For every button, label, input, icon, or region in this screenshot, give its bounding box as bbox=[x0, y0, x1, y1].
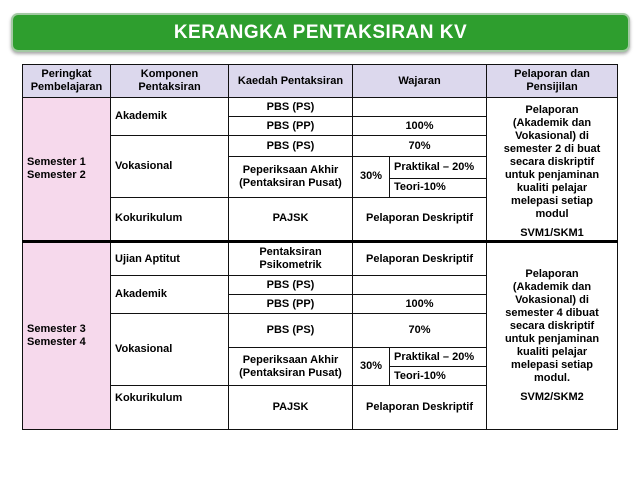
title-banner bbox=[11, 13, 630, 52]
report-semester-2: Pelaporan (Akademik dan Vokasional) di semester 2 di buat secara diskriptif untuk penjaminan kualiti pelajar melepasi setiap modul SVM1/SKM1 bbox=[487, 98, 618, 242]
weight-70: 70% bbox=[353, 136, 487, 157]
weight-deskriptif: Pelaporan Deskriptif bbox=[353, 197, 487, 241]
component-kokurikulum: Kokurikulum bbox=[111, 197, 229, 241]
weight-100-2: 100% bbox=[353, 295, 487, 314]
method-psikometrik: Pentaksiran Psikometrik bbox=[229, 242, 353, 276]
component-akademik: Akademik bbox=[111, 98, 229, 136]
header-wajaran: Wajaran bbox=[353, 65, 487, 98]
table-row bbox=[23, 242, 618, 276]
header-peringkat: Peringkat Pembelajaran bbox=[23, 65, 111, 98]
method-pbs-ps: PBS (PS) bbox=[229, 98, 353, 117]
weight-teori: Teori-10% bbox=[390, 178, 487, 197]
level-semester-3-4: Semester 3 Semester 4 bbox=[23, 242, 111, 430]
method-pbs-ps-v-2: PBS (PS) bbox=[229, 314, 353, 348]
weight-100: 100% bbox=[353, 117, 487, 136]
component-vokasional-2: Vokasional bbox=[111, 314, 229, 386]
method-pbs-pp: PBS (PP) bbox=[229, 117, 353, 136]
method-pbs-ps-2: PBS (PS) bbox=[229, 276, 353, 295]
method-pajsk-2: PAJSK bbox=[229, 386, 353, 430]
header-pelaporan: Pelaporan dan Pensijilan bbox=[487, 65, 618, 98]
header-komponen: Komponen Pentaksiran bbox=[111, 65, 229, 98]
weight-empty-2 bbox=[353, 276, 487, 295]
method-pbs-pp-2: PBS (PP) bbox=[229, 295, 353, 314]
method-pbs-ps-v: PBS (PS) bbox=[229, 136, 353, 157]
method-exam: Peperiksaan Akhir (Pentaksiran Pusat) bbox=[229, 157, 353, 197]
weight-teori-2: Teori-10% bbox=[390, 367, 487, 386]
weight-praktikal: Praktikal – 20% bbox=[390, 157, 487, 178]
assessment-table bbox=[22, 64, 618, 430]
cert-svm1: SVM1/SKM1 bbox=[520, 227, 584, 239]
weight-30-2: 30% bbox=[353, 348, 390, 386]
component-kokurikulum-2: Kokurikulum bbox=[111, 386, 229, 430]
weight-70-2: 70% bbox=[353, 314, 487, 348]
component-akademik-2: Akademik bbox=[111, 276, 229, 314]
weight-deskriptif-ujian: Pelaporan Deskriptif bbox=[353, 242, 487, 276]
weight-praktikal-2: Praktikal – 20% bbox=[390, 348, 487, 367]
header-row bbox=[23, 65, 618, 98]
weight-30: 30% bbox=[353, 157, 390, 197]
method-exam-2: Peperiksaan Akhir (Pentaksiran Pusat) bbox=[229, 348, 353, 386]
report-semester-4: Pelaporan (Akademik dan Vokasional) di semester 4 dibuat secara diskriptif untuk penjaminan kualiti pelajar melepasi setiap modul. SVM2/SKM2 bbox=[487, 242, 618, 430]
cert-svm2: SVM2/SKM2 bbox=[520, 391, 584, 403]
component-vokasional: Vokasional bbox=[111, 136, 229, 198]
table-row bbox=[23, 98, 618, 117]
weight-empty bbox=[353, 98, 487, 117]
header-kaedah: Kaedah Pentaksiran bbox=[229, 65, 353, 98]
component-ujian: Ujian Aptitut bbox=[111, 242, 229, 276]
weight-deskriptif-2: Pelaporan Deskriptif bbox=[353, 386, 487, 430]
page-title: KERANGKA PENTAKSIRAN KV bbox=[173, 21, 468, 43]
level-semester-1-2: Semester 1 Semester 2 bbox=[23, 98, 111, 242]
method-pajsk: PAJSK bbox=[229, 197, 353, 241]
